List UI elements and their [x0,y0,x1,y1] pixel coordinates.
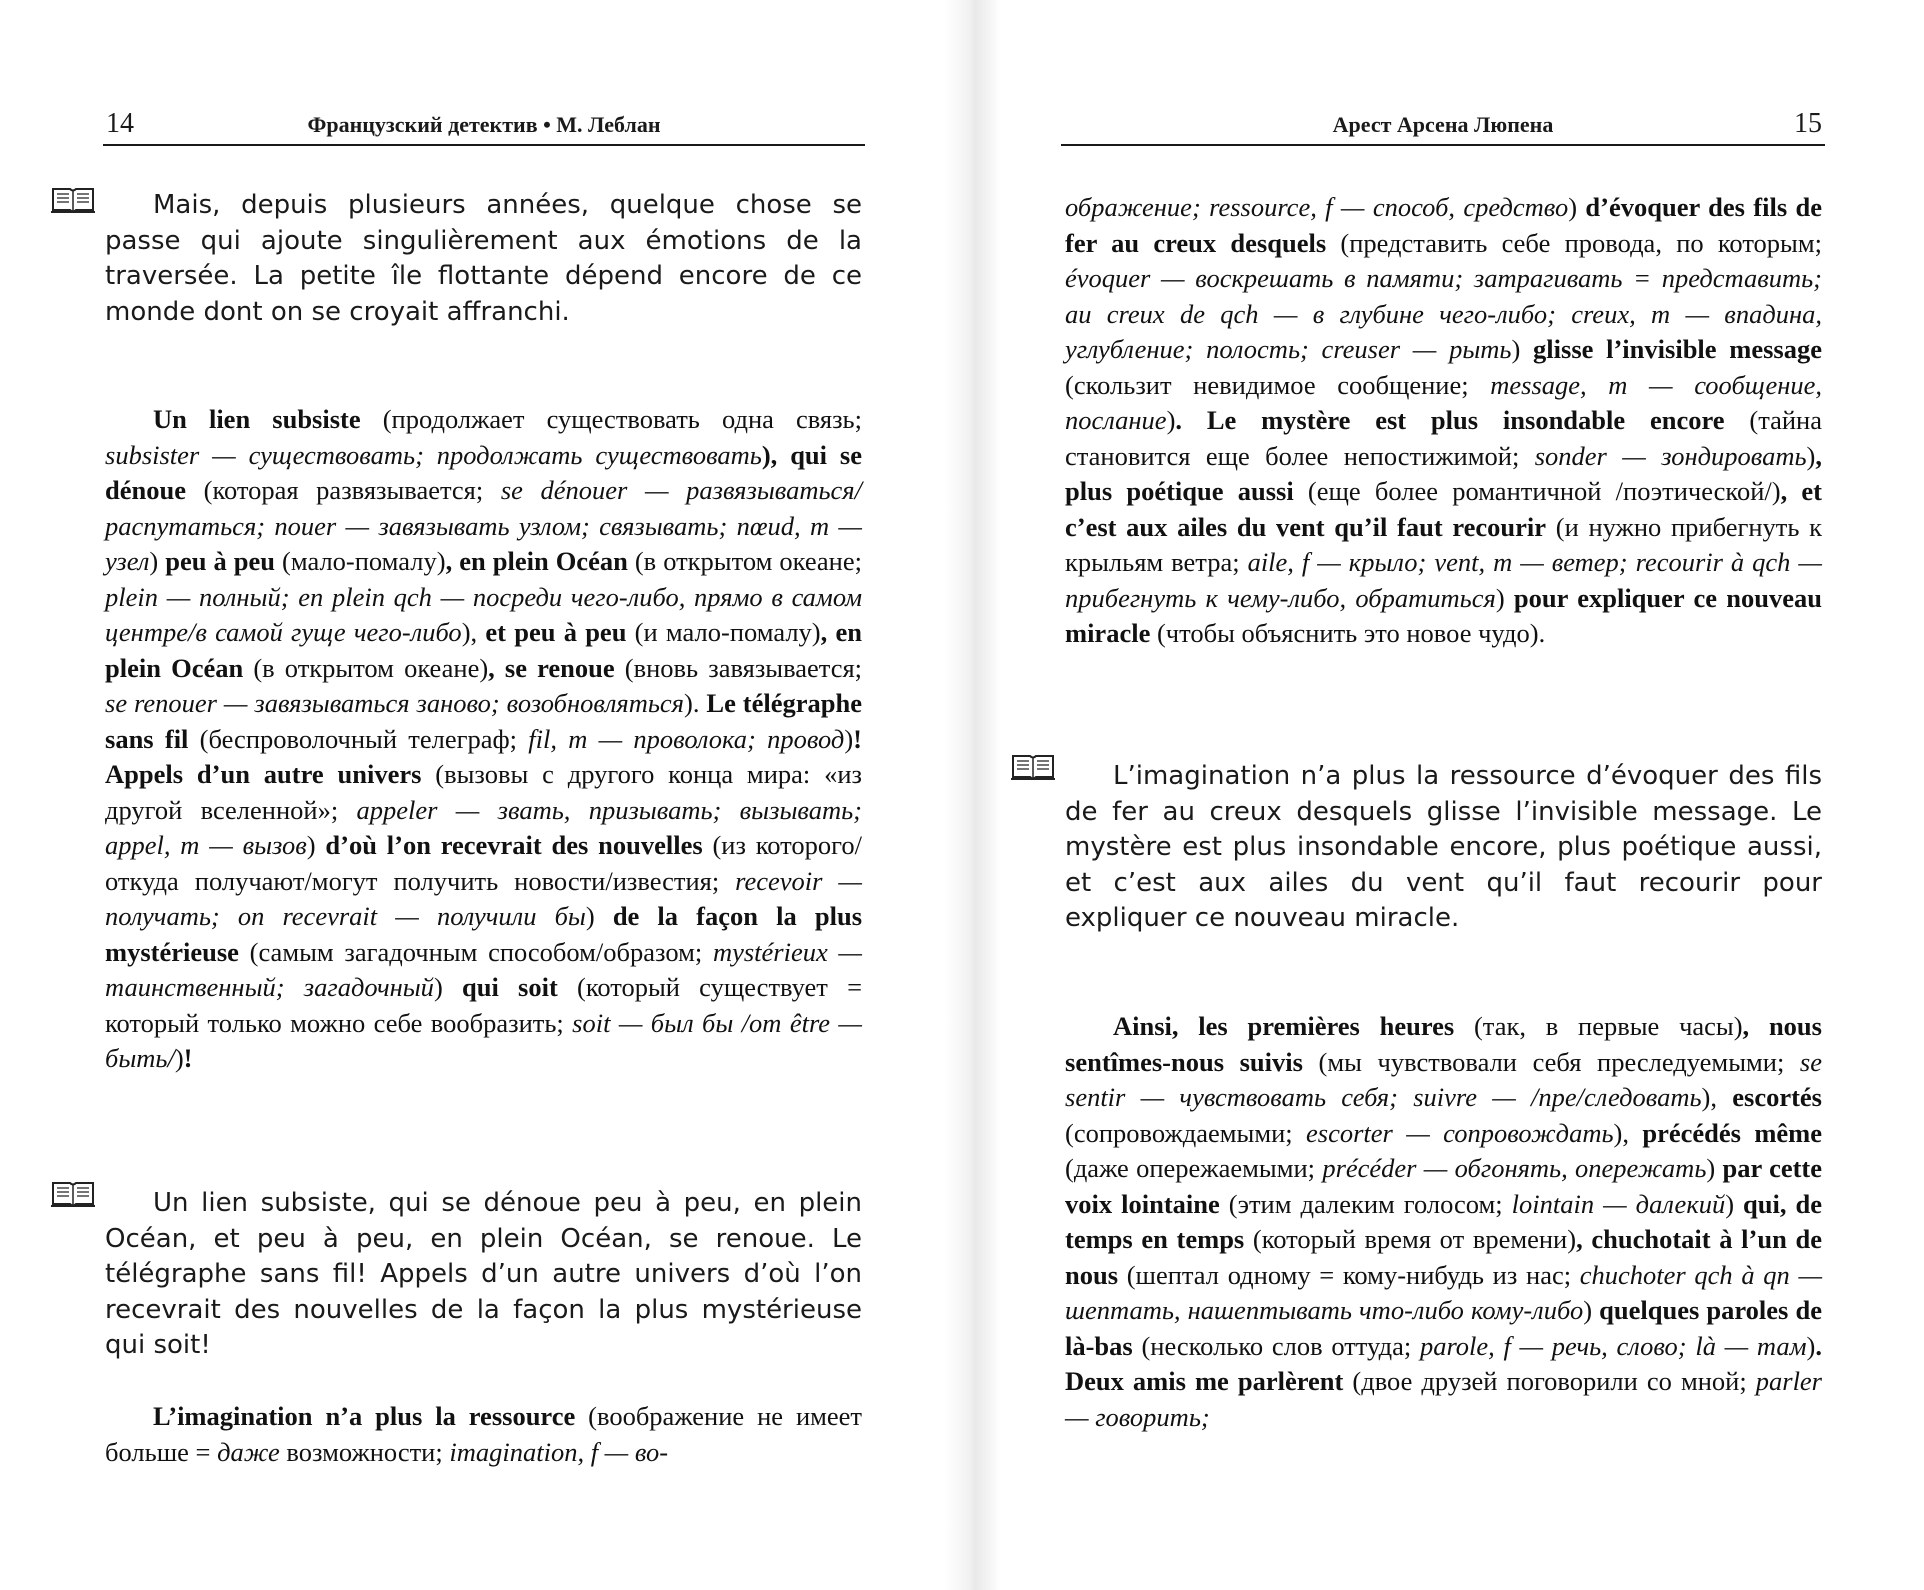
annotated-paragraph [1065,190,1822,652]
translation: (которая развязывается; [186,475,501,505]
annotated-paragraph [105,1399,862,1470]
translation: ) [174,1043,184,1073]
dictionary-note: ображение; ressource, f — способ, средство [1065,192,1569,222]
translation: ) [306,830,326,860]
dictionary-note: aile, f — крыло; vent, m — ветер; recourir à qch — прибегнуть к чему-либо, обратиться [1065,547,1822,613]
annotated-text [105,402,862,1077]
translation: (представить себе провода, по которым; [1326,227,1822,258]
french-phrase: ! Appels d’un autre univers [105,723,862,789]
open-book-icon [50,186,96,216]
translation: ) [1166,405,1176,435]
translation: (сопровождаемыми; [1065,1117,1307,1148]
translation: ) [149,546,166,576]
translation: (так, в первые часы) [1454,1011,1743,1041]
french-phrase: peu à peu [165,546,276,576]
translation: (двое друзей поговорили со мной; [1343,1366,1756,1396]
dictionary-note: se renouer — завязываться заново; возобновляться [105,688,684,718]
french-phrase: de la façon la plus mystérieuse [105,901,863,967]
translation: (вновь завязывается; [614,652,863,683]
right-page [1000,0,1924,1590]
translation: (который время от времени) [1244,1224,1577,1254]
translation: возможности; [279,1436,450,1467]
translation: (продолжает существовать одна связь; [360,404,863,434]
dictionary-note: chuchoter qch à qn — шептать, нашептывать что-либо кому-либо [1065,1259,1823,1325]
translation: ), [1701,1082,1733,1112]
french-phrase: précédés même [1642,1117,1823,1148]
french-phrase: , chuchotait à l’un de nous [1065,1224,1822,1290]
translation: (тайна становится еще более непостижимой; [1065,405,1822,471]
translation: (этим далеким голосом; [1219,1188,1512,1219]
dictionary-note: appeler — звать, призывать; вызывать; appel, m — вызов [105,794,862,860]
french-phrase: quelques paroles de là-bas [1065,1295,1822,1361]
translation: (из которого/откуда получают/могут получить новости/известия; [105,830,862,896]
dictionary-note: sonder — зондировать [1534,440,1807,471]
french-phrase: d’évoquer des fils de fer au creux desquels [1065,192,1822,258]
french-phrase: et peu à peu [485,617,627,647]
translation: ) [585,901,613,931]
french-phrase: , et c’est aux ailes du vent qu’il faut recourir [1065,476,1822,542]
translation: (который существует = который только можно себе вообразить; [105,972,863,1038]
french-phrase: ), qui se dénoue [105,439,862,505]
translation: (в открытом океане; [627,546,862,576]
book-spine [945,0,1000,1590]
translation: ) [1706,1153,1723,1183]
page-number: 14 [106,108,134,139]
page-number: 15 [1794,108,1822,139]
dictionary-note: se sentir — чувствовать себя; suivre — /пре/следовать [1065,1046,1822,1112]
dictionary-note: plein — полный; en plein qch — посреди чего-либо, прямо в самом центре/в самой гуще чего-либо [105,581,862,647]
translation: (даже опережаемыми; [1065,1153,1323,1183]
dictionary-note: imagination, f — во- [449,1436,669,1467]
annotated-paragraph [105,402,862,1077]
french-phrase: ! [183,1043,193,1073]
right-page-header [1061,108,1825,146]
dictionary-note: recevoir — получать; on recevrait — получили бы [105,865,862,931]
dictionary-note: даже [217,1436,280,1467]
dictionary-note: lointain — далекий [1511,1188,1726,1219]
translation: ) [1725,1188,1744,1219]
translation: ). [684,688,707,718]
dictionary-note: message, m — сообщение, послание [1065,369,1822,435]
french-phrase: , en plein Océan [445,546,628,576]
translation: ), [1613,1117,1643,1148]
translation: (воображение не имеет больше = [105,1401,862,1467]
french-phrase: , nous sentîmes-nous suivis [1065,1011,1822,1077]
french-phrase: , en plein Océan [105,617,862,683]
dictionary-note: fil, m — проволока; провод [528,723,845,754]
left-page-header [103,108,865,146]
french-text: Mais, depuis plusieurs années, quelque chose se passe qui ajoute singulièrement aux émotions de la traversée. La petite île flottante dépend encore de ce monde dont on se croyait affranchi. [105,190,862,327]
french-phrase: glisse l’invisible message [1533,334,1823,364]
translation: ), [461,617,486,647]
dictionary-note: parole, f — речь, слово; là — там [1419,1330,1807,1361]
translation: (и нужно прибегнуть к крыльям ветра; [1065,511,1823,577]
translation: (чтобы объяснить это новое чудо). [1150,618,1546,648]
translation: ) [844,723,854,754]
dictionary-note: mystérieux — таинственный; загадочный [105,936,862,1002]
french-phrase: qui, de temps en temps [1065,1188,1823,1254]
french-phrase: Ainsi, les premières heures [1113,1011,1455,1041]
translation: (мало-помалу) [275,546,446,576]
french-phrase: escortés [1732,1082,1822,1112]
french-text: L’imagination n’a plus la ressource d’évoquer des fils de fer au creux desquels glisse l’invisible message. Le mystère est plus insondable encore, plus poétique aussi, et c’est aux ailes du vent qu’il faut recourir pour expliquer ce nouveau miracle. [1065,761,1822,933]
french-phrase: . Deux amis me parlèrent [1065,1330,1822,1396]
french-phrase: par cette voix lointaine [1065,1153,1823,1219]
running-title: Французский детектив • М. Леблан [307,112,661,137]
translation: (еще более романтичной /поэтической/) [1293,476,1781,506]
dictionary-note: se dénouer — развязываться/распутаться; nouer — завязывать узлом; связывать; nœud, m — узел [105,475,862,576]
translation: ) [1495,582,1514,613]
french-phrase: qui soit [461,972,558,1002]
translation: (беспроволочный телеграф; [188,723,529,754]
annotated-text [1065,190,1822,652]
translation: (в открытом океане) [243,652,489,683]
translation: (и мало-помалу) [626,617,821,647]
french-phrase: pour expliquer ce nouveau miracle [1065,582,1823,648]
french-phrase: Un lien subsiste [153,404,361,434]
annotated-text [1065,1009,1822,1435]
french-paragraph [1065,759,1822,937]
running-title: Арест Арсена Люпена [1332,112,1554,137]
translation: ) [1568,192,1586,222]
dictionary-note: parler — говорить; [1065,1366,1822,1432]
dictionary-note: précéder — обгонять, опережать [1322,1153,1707,1183]
french-phrase: , se renoue [488,652,615,683]
french-phrase: . Le mystère est plus insondable encore [1175,405,1725,435]
french-phrase: d’où l’on recevrait des nouvelles [325,830,703,860]
translation: ) [1806,440,1816,471]
french-phrase: , plus poétique aussi [1065,440,1822,506]
translation: (шептал одному = кому-нибудь из нас; [1118,1259,1580,1290]
dictionary-note: évoquer — воскрешать в памяти; затрагивать = представить; au creux de qch — в глубине чего-либо; creux, m — впадина, углубление; полость; creuser — рыть [1065,263,1822,364]
left-page [0,0,945,1590]
french-paragraph [105,188,862,330]
open-book-icon [50,1180,96,1210]
french-text: Un lien subsiste, qui se dénoue peu à peu, en plein Océan, et peu à peu, en plein Océan, se renoue. Le télégraphe sans fil! Appels d’un autre univers d’où l’on recevrait des nouvelles de la façon la plus mystérieuse qui soit! [105,1188,862,1360]
annotated-paragraph [1065,1009,1822,1435]
french-phrase: L’imagination n’a plus la ressource [153,1401,576,1431]
open-book-icon [1010,753,1056,783]
annotated-text [105,1399,862,1470]
translation: ) [1806,1330,1816,1361]
translation: ) [1511,334,1534,364]
translation: (несколько слов оттуда; [1132,1330,1420,1361]
french-paragraph [105,1186,862,1364]
translation: (мы чувствовали себя преследуемыми; [1302,1046,1800,1077]
dictionary-note: escorter — сопровождать [1306,1117,1614,1148]
dictionary-note: subsister — существовать; продолжать существовать [105,439,762,470]
translation: (вызовы с другого конца мира: «из другой вселенной»; [105,759,863,825]
dictionary-note: soit — был бы /от être — быть/ [105,1007,862,1073]
translation: (самым загадочным способом/образом; [238,936,713,967]
translation: (скользит невидимое сообщение; [1065,369,1491,400]
translation: ) [433,972,462,1002]
french-phrase: Le télégraphe sans fil [105,688,862,754]
translation: ) [1583,1295,1600,1325]
